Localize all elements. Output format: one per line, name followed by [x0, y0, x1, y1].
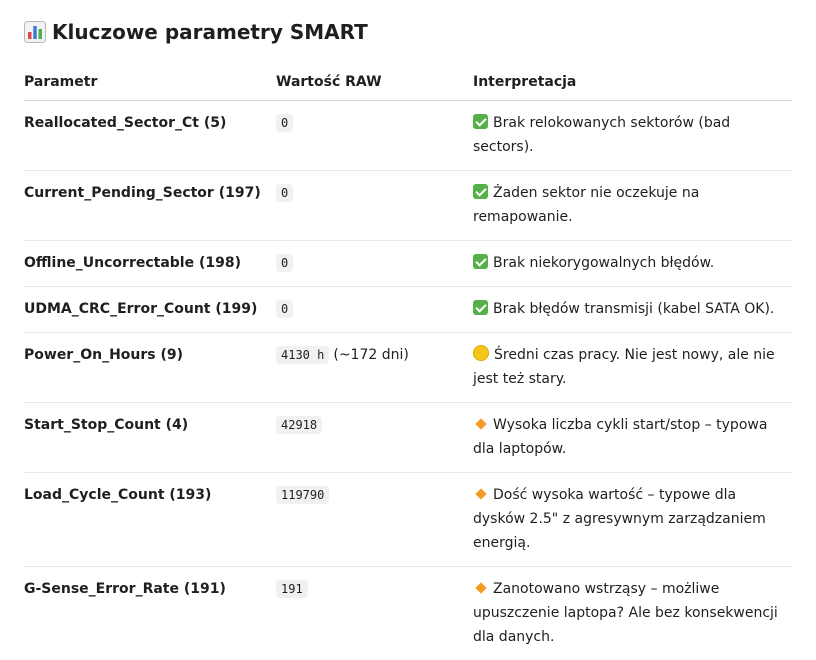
interpretation-text: Brak niekorygowalnych błędów.	[493, 255, 714, 271]
table-row	[24, 333, 792, 403]
table-row	[24, 403, 792, 473]
param-name: UDMA_CRC_Error_Count (199)	[24, 287, 276, 333]
interpretation-cell	[473, 567, 792, 660]
orange-diamond-icon	[475, 582, 486, 593]
interpretation-text: Brak błędów transmisji (kabel SATA OK).	[493, 301, 774, 317]
orange-diamond-icon	[475, 418, 486, 429]
check-mark-icon	[473, 184, 488, 199]
raw-value-cell	[276, 287, 473, 333]
table-body	[24, 101, 792, 660]
param-name: Offline_Uncorrectable (198)	[24, 241, 276, 287]
raw-value-cell	[276, 473, 473, 567]
table-row	[24, 101, 792, 171]
param-name: Reallocated_Sector_Ct (5)	[24, 101, 276, 171]
raw-value: 4130 h	[276, 346, 329, 364]
section-heading	[24, 18, 792, 46]
raw-value-cell	[276, 101, 473, 171]
interpretation-text: Brak relokowanych sektorów (bad sectors).	[473, 115, 730, 155]
table-header-row	[24, 64, 792, 101]
orange-diamond-icon	[475, 488, 486, 499]
raw-value: 0	[276, 184, 293, 202]
interpretation-cell	[473, 287, 792, 333]
raw-value-cell	[276, 333, 473, 403]
header-param: Parametr	[24, 64, 276, 101]
smart-table	[24, 64, 792, 660]
raw-value: 119790	[276, 486, 329, 504]
raw-value-note: (~172 dni)	[333, 347, 408, 363]
param-name: G-Sense_Error_Rate (191)	[24, 567, 276, 660]
raw-value-cell	[276, 171, 473, 241]
table-row	[24, 241, 792, 287]
bar-chart-icon	[24, 21, 46, 43]
raw-value: 42918	[276, 416, 322, 434]
param-name: Load_Cycle_Count (193)	[24, 473, 276, 567]
raw-value: 0	[276, 254, 293, 272]
check-mark-icon	[473, 254, 488, 269]
raw-value-cell	[276, 403, 473, 473]
check-mark-icon	[473, 114, 488, 129]
interpretation-cell	[473, 473, 792, 567]
param-name: Power_On_Hours (9)	[24, 333, 276, 403]
raw-value: 191	[276, 580, 308, 598]
interpretation-text: Wysoka liczba cykli start/stop – typowa dla laptopów.	[473, 417, 767, 457]
interpretation-cell	[473, 403, 792, 473]
interpretation-text: Żaden sektor nie oczekuje na remapowanie.	[473, 185, 699, 225]
table-row	[24, 473, 792, 567]
raw-value-cell	[276, 567, 473, 660]
param-name: Start_Stop_Count (4)	[24, 403, 276, 473]
yellow-circle-icon	[473, 345, 489, 361]
table-row	[24, 171, 792, 241]
section-title: Kluczowe parametry SMART	[52, 18, 368, 46]
interpretation-text: Średni czas pracy. Nie jest nowy, ale nie jest też stary.	[473, 347, 775, 387]
header-raw: Wartość RAW	[276, 64, 473, 101]
interpretation-cell	[473, 101, 792, 171]
header-interpretation: Interpretacja	[473, 64, 792, 101]
interpretation-cell	[473, 241, 792, 287]
interpretation-text: Dość wysoka wartość – typowe dla dysków 2.5" z agresywnym zarządzaniem energią.	[473, 487, 766, 551]
raw-value-cell	[276, 241, 473, 287]
interpretation-cell	[473, 333, 792, 403]
interpretation-text: Zanotowano wstrząsy – możliwe upuszczenie laptopa? Ale bez konsekwencji dla danych.	[473, 581, 778, 645]
param-name: Current_Pending_Sector (197)	[24, 171, 276, 241]
interpretation-cell	[473, 171, 792, 241]
check-mark-icon	[473, 300, 488, 315]
table-row	[24, 287, 792, 333]
raw-value: 0	[276, 300, 293, 318]
table-row	[24, 567, 792, 660]
raw-value: 0	[276, 114, 293, 132]
